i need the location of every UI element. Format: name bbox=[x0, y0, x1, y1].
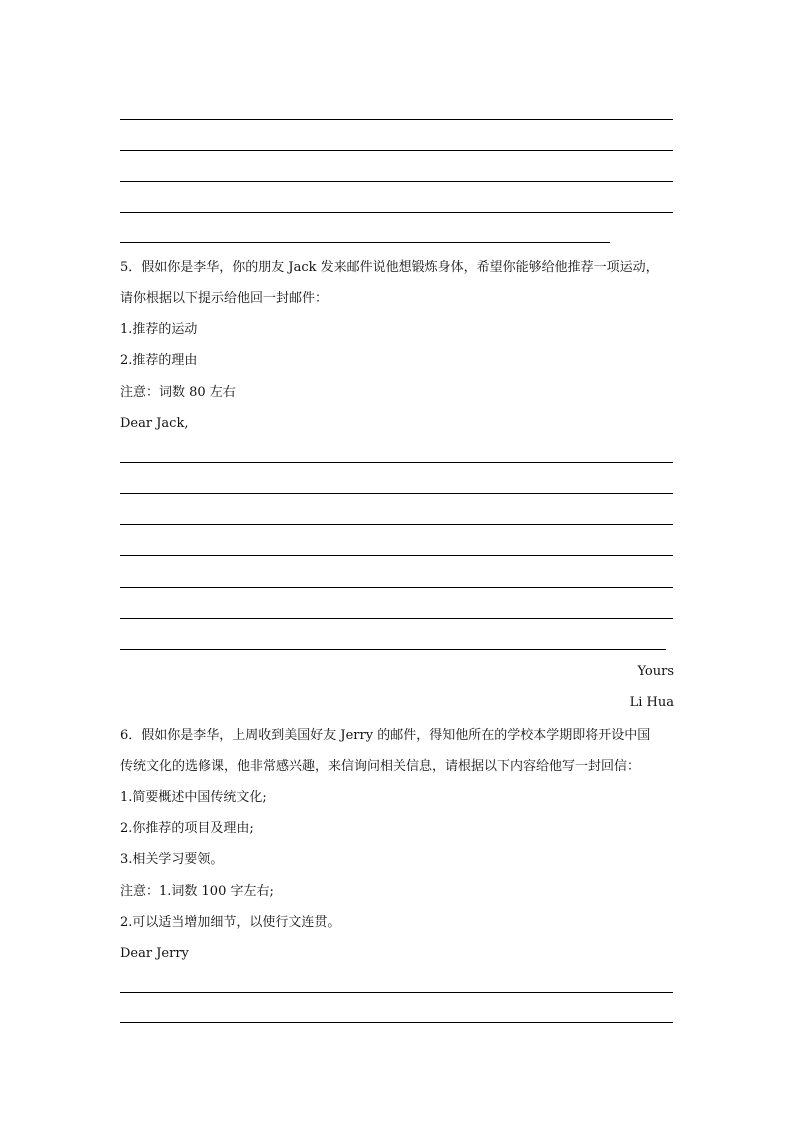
q5-point-2: 2.推荐的理由 bbox=[120, 353, 198, 368]
q5-greeting: Dear Jack, bbox=[120, 416, 189, 431]
q5-note: 注意：词数 80 左右 bbox=[120, 385, 236, 400]
answer-line bbox=[120, 462, 673, 463]
q6-prompt: 6．假如你是李华，上周收到美国好友 Jerry 的邮件，得知他所在的学校本学期即将开设中国 bbox=[120, 728, 651, 743]
answer-line bbox=[120, 119, 673, 120]
q6-point-3: 3.相关学习要领。 bbox=[120, 852, 224, 867]
q5-point-1: 1.推荐的运动 bbox=[120, 322, 198, 337]
q5-signature: Li Hua bbox=[629, 695, 674, 710]
q6-note-1: 注意：1.词数 100 字左右; bbox=[120, 884, 274, 899]
answer-line bbox=[120, 992, 673, 993]
answer-line bbox=[120, 618, 673, 619]
answer-line bbox=[120, 212, 673, 213]
q6-point-1: 1.简要概述中国传统文化; bbox=[120, 790, 267, 805]
answer-line bbox=[120, 649, 666, 650]
q5-prompt-continued: 请你根据以下提示给他回一封邮件： bbox=[120, 291, 329, 306]
q6-note-2: 2.可以适当增加细节，以使行文连贯。 bbox=[120, 915, 341, 930]
answer-line bbox=[120, 493, 673, 494]
answer-line bbox=[120, 1022, 673, 1023]
answer-line bbox=[120, 242, 610, 243]
answer-line bbox=[120, 587, 673, 588]
answer-line bbox=[120, 524, 673, 525]
q6-point-2: 2.你推荐的项目及理由; bbox=[120, 821, 254, 836]
q5-prompt: 5．假如你是李华，你的朋友 Jack 发来邮件说他想锻炼身体，希望你能够给他推荐一项运动， bbox=[120, 260, 659, 275]
answer-line bbox=[120, 181, 673, 182]
q6-greeting: Dear Jerry bbox=[120, 946, 189, 961]
q6-prompt-continued: 传统文化的选修课，他非常感兴趣，来信询问相关信息，请根据以下内容给他写一封回信： bbox=[120, 759, 641, 774]
answer-line bbox=[120, 555, 673, 556]
answer-line bbox=[120, 150, 673, 151]
q5-closing: Yours bbox=[637, 664, 674, 679]
